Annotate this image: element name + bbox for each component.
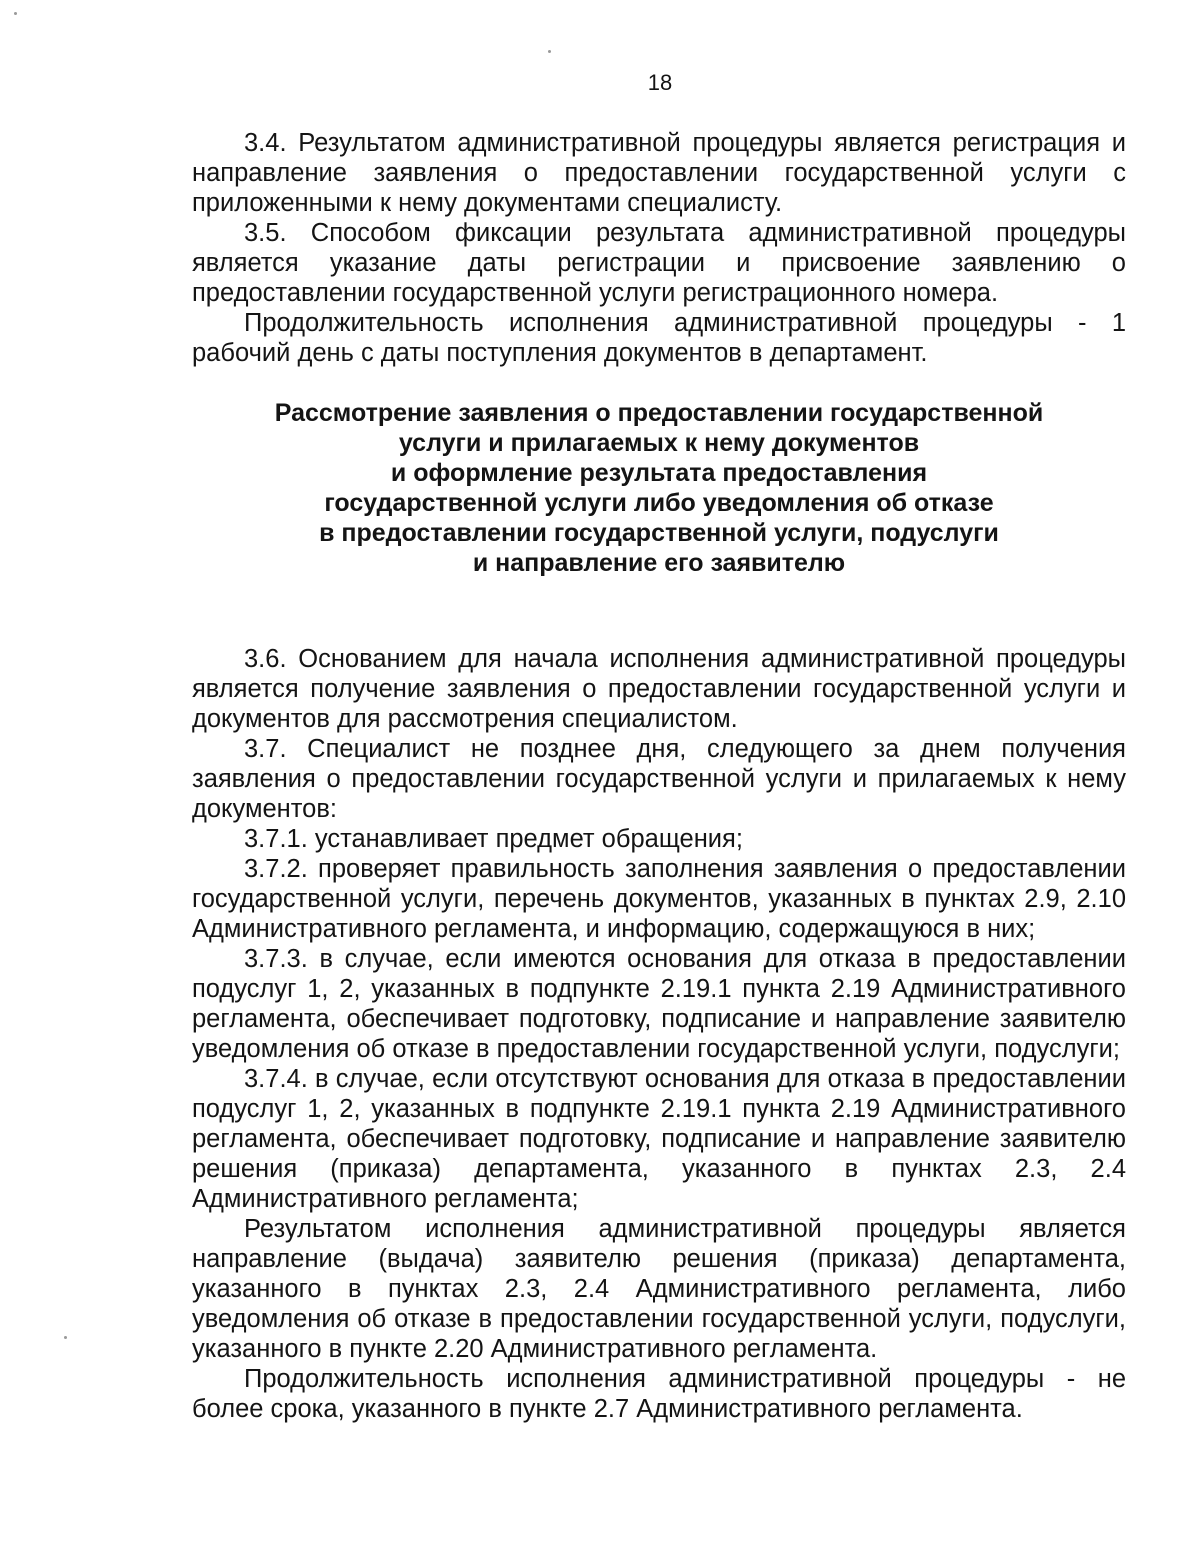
scan-artifact (548, 50, 551, 53)
paragraph-3-5: 3.5. Способом фиксации результата административной процедуры является указание даты регистрации и присвоение заявлению о предоставлении государственной услуги регистрационного номера. (192, 219, 1126, 307)
page-number: 18 (647, 70, 673, 95)
section-heading (192, 398, 1126, 578)
heading-line: в предоставлении государственной услуги, подуслуги (319, 519, 999, 547)
paragraph-3-4: 3.4. Результатом административной процедуры является регистрация и направление заявления о предоставлении государственной услуги с приложенными к нему документами специалисту. (192, 129, 1126, 217)
spacer (192, 578, 1126, 644)
heading-line: государственной услуги либо уведомления об отказе (324, 489, 994, 517)
paragraph-3-7: 3.7. Специалист не позднее дня, следующего за днем получения заявления о предоставлении государственной услуги и прилагаемых к нему документов: (192, 735, 1126, 823)
paragraph-duration-2: Продолжительность исполнения административной процедуры - не более срока, указанного в пункте 2.7 Административного регламента. (192, 1365, 1126, 1423)
heading-line: и оформление результата предоставления (390, 459, 928, 487)
scan-artifact (64, 1336, 67, 1339)
heading-line: услуги и прилагаемых к нему документов (398, 429, 920, 457)
heading-line: Рассмотрение заявления о предоставлении государственной (274, 399, 1044, 427)
paragraph-3-7-4: 3.7.4. в случае, если отсутствуют основания для отказа в предоставлении подуслуг 1, 2, указанных в подпункте 2.19.1 пункта 2.19 Административного регламента, обеспечивает подготовку, подписание и направление заявителю решения (приказа) департамента, указанного в пунктах 2.3, 2.4 Административного регламента; (192, 1065, 1126, 1213)
spacer (192, 368, 1126, 398)
paragraph-3-7-2: 3.7.2. проверяет правильность заполнения заявления о предоставлении государственной услуги, перечень документов, указанных в пунктах 2.9, 2.10 Административного регламента, и информацию, содержащуюся в них; (192, 855, 1126, 943)
paragraph-duration-1: Продолжительность исполнения административной процедуры - 1 рабочий день с даты поступления документов в департамент. (192, 309, 1126, 367)
scan-artifact (14, 12, 17, 15)
paragraph-3-7-3: 3.7.3. в случае, если имеются основания для отказа в предоставлении подуслуг 1, 2, указанных в подпункте 2.19.1 пункта 2.19 Административного регламента, обеспечивает подготовку, подписание и направление заявителю уведомления об отказе в предоставлении государственной услуги, подуслуги; (192, 945, 1126, 1063)
paragraph-3-7-1: 3.7.1. устанавливает предмет обращения; (244, 825, 743, 853)
heading-line: и направление его заявителю (472, 549, 846, 577)
paragraph-result: Результатом исполнения административной процедуры является направление (выдача) заявителю решения (приказа) департамента, указанного в пунктах 2.3, 2.4 Административного регламента, либо уведомления об отказе в предоставлении государственной услуги, подуслуги, указанного в пункте 2.20 Административного регламента. (192, 1215, 1126, 1363)
document-body (192, 128, 1126, 1424)
paragraph-3-6: 3.6. Основанием для начала исполнения административной процедуры является получение заявления о предоставлении государственной услуги и документов для рассмотрения специалистом. (192, 645, 1126, 733)
